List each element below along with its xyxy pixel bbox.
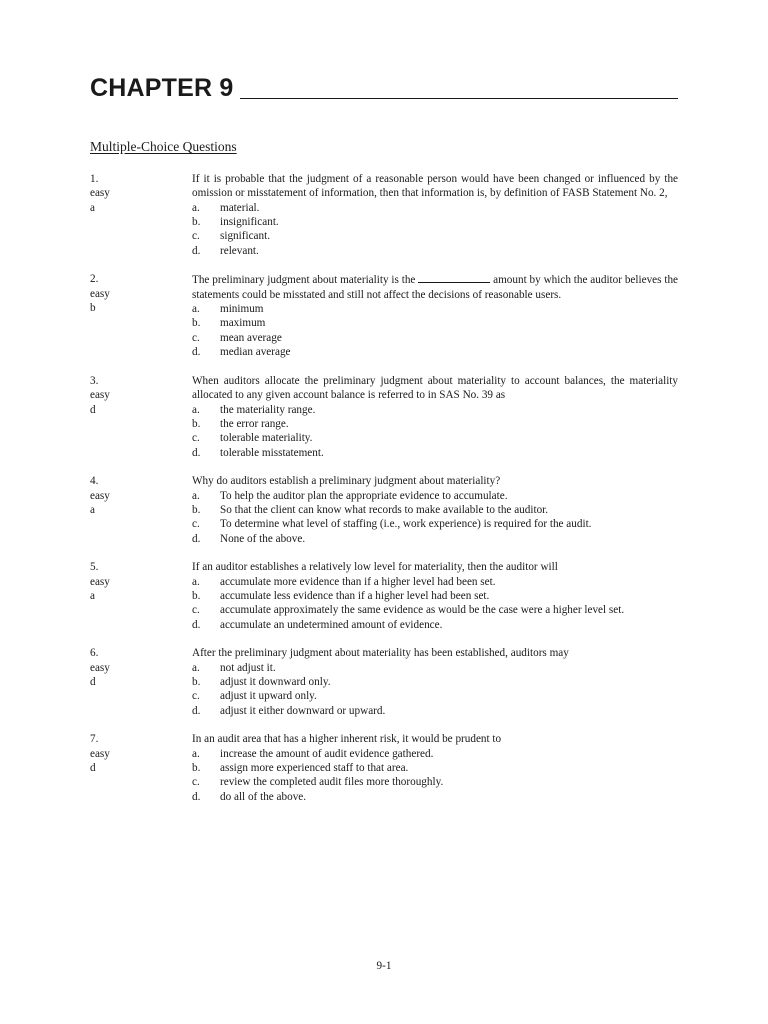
option-text: adjust it downward only. [220,676,331,689]
question-answer: d [90,762,96,775]
option-b [192,417,678,431]
question-difficulty: easy [90,489,110,502]
option-text: relevant. [220,244,259,257]
option-text: insignificant. [220,216,279,229]
option-list [192,201,678,258]
option-a [192,747,678,761]
option-list [192,302,678,359]
question-difficulty: easy [90,187,110,200]
option-c [192,517,678,531]
question-5 [90,560,678,632]
option-b [192,675,678,689]
option-letter: b. [192,589,201,602]
option-text: assign more experienced staff to that area. [220,762,409,775]
option-b [192,761,678,775]
option-text: adjust it upward only. [220,690,317,703]
question-difficulty: easy [90,747,110,760]
option-letter: d. [192,704,201,717]
option-text: minimum [220,303,264,316]
question-meta [90,374,192,460]
option-letter: b. [192,317,201,330]
question-body [192,732,678,804]
option-letter: d. [192,244,201,257]
option-text: adjust it either downward or upward. [220,704,386,717]
option-d [192,446,678,460]
question-2 [90,272,678,359]
question-difficulty: easy [90,389,110,402]
option-text: accumulate less evidence than if a higher level had been set. [220,589,490,602]
question-meta [90,646,192,718]
question-answer: a [90,589,95,602]
question-list [90,172,678,818]
question-body [192,560,678,632]
question-number: 3. [90,374,99,387]
option-list [192,403,678,460]
question-answer: d [90,403,96,416]
section-title: Multiple-Choice Questions [90,139,237,154]
option-text: accumulate approximately the same evidence as would be the case were a higher level set. [220,604,625,617]
option-letter: c. [192,690,200,703]
question-body [192,272,678,359]
option-text: not adjust it. [220,661,276,674]
question-answer: d [90,676,96,689]
option-text: tolerable materiality. [220,432,313,445]
question-answer: a [90,201,95,214]
question-meta [90,172,192,258]
option-a [192,403,678,417]
option-letter: a. [192,303,200,316]
option-b [192,215,678,229]
option-text: To help the auditor plan the appropriate evidence to accumulate. [220,489,508,502]
question-answer: b [90,302,96,315]
option-a [192,489,678,503]
question-body [192,474,678,546]
option-d [192,345,678,359]
option-list [192,747,678,804]
question-6 [90,646,678,718]
question-3 [90,374,678,460]
option-letter: c. [192,604,200,617]
option-letter: a. [192,575,200,588]
question-number: 4. [90,475,99,488]
question-meta [90,474,192,546]
question-body [192,172,678,258]
option-text: So that the client can know what records to make available to the auditor. [220,503,549,516]
option-text: median average [220,346,291,359]
option-a [192,201,678,215]
question-meta [90,732,192,804]
question-number: 7. [90,733,99,746]
question-body [192,374,678,460]
option-list [192,661,678,718]
question-difficulty: easy [90,661,110,674]
option-a [192,575,678,589]
question-4 [90,474,678,546]
option-text: To determine what level of staffing (i.e., work experience) is required for the audit. [220,518,592,531]
stem-text-before-blank: The preliminary judgment about materiality is the [192,274,416,287]
option-text: mean average [220,331,282,344]
question-difficulty: easy [90,575,110,588]
question-stem: In an audit area that has a higher inherent risk, it would be prudent to [192,733,502,746]
option-b [192,316,678,330]
option-text: None of the above. [220,532,306,545]
question-meta [90,272,192,359]
option-c [192,331,678,345]
option-text: the error range. [220,417,289,430]
option-d [192,704,678,718]
option-letter: c. [192,432,200,445]
option-letter: b. [192,216,201,229]
option-letter: d. [192,346,201,359]
page-number: 9-1 [376,960,392,972]
option-text: do all of the above. [220,790,307,803]
option-letter: b. [192,762,201,775]
option-letter: c. [192,518,200,531]
option-letter: a. [192,661,200,674]
question-stem [192,272,678,302]
option-letter: a. [192,747,200,760]
question-number: 6. [90,647,99,660]
option-b [192,503,678,517]
chapter-title: CHAPTER 9 [90,74,234,102]
option-letter: c. [192,331,200,344]
option-letter: d. [192,790,201,803]
question-meta [90,560,192,632]
option-letter: b. [192,417,201,430]
chapter-heading [90,72,678,104]
question-body [192,646,678,718]
option-letter: c. [192,230,200,243]
option-text: review the completed audit files more thoroughly. [220,776,444,789]
option-text: significant. [220,230,271,243]
option-b [192,589,678,603]
option-c [192,229,678,243]
option-list [192,575,678,632]
question-stem: If it is probable that the judgment of a reasonable person would have been changed or influenced by the omission or misstatement of information, then that information is, by definition of FASB Statement No. 2, [192,173,678,200]
option-letter: d. [192,618,201,631]
stem-text-after-blank: amount by which the auditor believes the statements could be misstated and still not affect the decisions of reasonable users. [192,274,679,301]
option-letter: b. [192,676,201,689]
option-letter: d. [192,532,201,545]
option-text: material. [220,201,260,214]
question-stem: After the preliminary judgment about materiality has been established, auditors may [192,647,569,660]
option-d [192,532,678,546]
question-number: 1. [90,173,99,185]
option-a [192,302,678,316]
option-c [192,603,678,617]
option-c [192,431,678,445]
option-text: maximum [220,317,266,330]
question-number: 2. [90,273,99,286]
question-number: 5. [90,561,99,574]
question-stem: If an auditor establishes a relatively low level for materiality, then the auditor will [192,561,558,574]
question-answer: a [90,503,95,516]
option-c [192,775,678,789]
option-letter: a. [192,489,200,502]
option-letter: a. [192,201,200,214]
option-letter: d. [192,446,201,459]
question-1 [90,172,678,258]
chapter-title-rule [240,98,679,99]
option-text: the materiality range. [220,403,316,416]
option-c [192,689,678,703]
option-d [192,244,678,258]
option-d [192,790,678,804]
option-a [192,661,678,675]
question-difficulty: easy [90,287,110,300]
question-stem: When auditors allocate the preliminary judgment about materiality to account balances, the materiality allocated to any given account balance is referred to in SAS No. 39 as [192,374,678,402]
option-text: increase the amount of audit evidence gathered. [220,747,434,760]
option-letter: a. [192,403,200,416]
option-d [192,618,678,632]
question-stem: Why do auditors establish a preliminary judgment about materiality? [192,475,501,488]
option-list [192,489,678,546]
option-letter: b. [192,503,201,516]
option-text: tolerable misstatement. [220,446,324,459]
fill-in-blank [418,272,490,283]
option-letter: c. [192,776,200,789]
option-text: accumulate an undetermined amount of evidence. [220,618,443,631]
option-text: accumulate more evidence than if a higher level had been set. [220,575,496,588]
question-7 [90,732,678,804]
